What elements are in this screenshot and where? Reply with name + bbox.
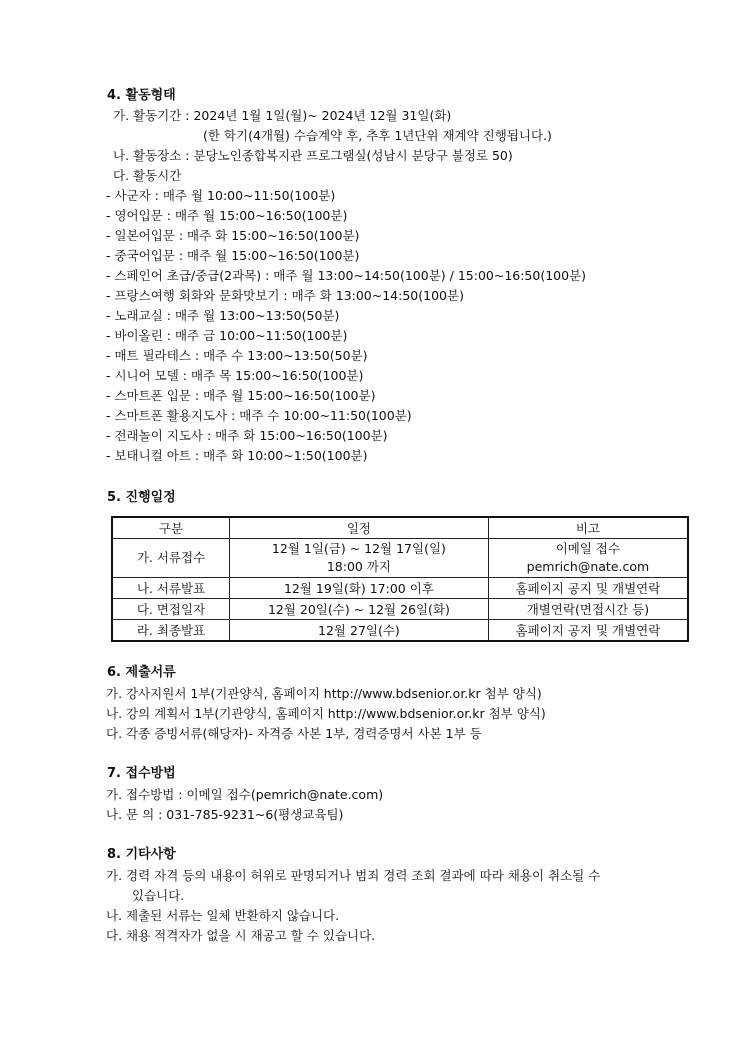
schedule-item: - 스마트폰 입문 : 매주 월 15:00~16:50(100분) [106, 388, 376, 403]
row-category: 다. 면접일자 [112, 599, 230, 620]
schedule-item: - 스페인어 초급/중급(2과목) : 매주 월 13:00~14:50(100분) / 15:00~16:50(100분) [106, 268, 587, 283]
row-date: 12월 27일(수) [230, 620, 489, 642]
row-note: 개별연락(면접시간 등) [488, 599, 688, 620]
row-date [230, 539, 489, 578]
section5-heading: 5. 진행일정 [107, 490, 176, 505]
table-row [112, 620, 688, 642]
schedule-item: - 사군자 : 매주 월 10:00~11:50(100분) [106, 188, 336, 203]
row-date: 12월 19일(화) 17:00 이후 [230, 578, 489, 599]
schedule-item: - 일본어입문 : 매주 화 15:00~16:50(100분) [106, 228, 360, 243]
section7-heading: 7. 접수방법 [107, 766, 176, 781]
schedule-item: - 바이올린 : 매주 금 10:00~11:50(100분) [106, 328, 348, 343]
progress-schedule-table [111, 516, 689, 642]
column-header: 비고 [488, 517, 688, 539]
document-item: 가. 강사지원서 1부(기관양식, 홈페이지 http://www.bdsenior.or.kr 첨부 양식) [106, 686, 542, 701]
activity-time-heading: 다. 활동시간 [113, 168, 182, 183]
application-item: 나. 문 의 : 031-785-9231~6(평생교육팀) [106, 807, 344, 822]
table-header-row [112, 517, 688, 539]
activity-period-note: (한 학기(4개월) 수습계약 후, 추후 1년단위 재계약 진행됩니다.) [203, 128, 552, 143]
row-note [488, 539, 688, 578]
table-row [112, 578, 688, 599]
row-note-line: pemrich@nate.com [526, 559, 650, 574]
schedule-item: - 중국어입문 : 매주 월 15:00~16:50(100분) [106, 248, 360, 263]
row-category: 나. 서류발표 [112, 578, 230, 599]
column-header: 구분 [112, 517, 230, 539]
row-note: 홈페이지 공지 및 개별연락 [488, 620, 688, 642]
schedule-item: - 매트 필라테스 : 매주 수 13:00~13:50(50분) [106, 348, 368, 363]
schedule-item: - 프랑스여행 회화와 문화맛보기 : 매주 화 13:00~14:50(100분) [106, 288, 464, 303]
application-item: 가. 접수방법 : 이메일 접수(pemrich@nate.com) [106, 787, 384, 802]
row-note-line: 이메일 접수 [555, 541, 621, 556]
row-category: 가. 서류접수 [112, 539, 230, 578]
row-note: 홈페이지 공지 및 개별연락 [488, 578, 688, 599]
schedule-item: - 노래교실 : 매주 월 13:00~13:50(50분) [106, 308, 340, 323]
activity-place: 나. 활동장소 : 분당노인종합복지관 프로그램실(성남시 분당구 불정로 50) [113, 148, 513, 163]
schedule-item: - 보태니컬 아트 : 매주 화 10:00~1:50(100분) [106, 448, 368, 463]
column-header: 일정 [230, 517, 489, 539]
row-date-line: 18:00 까지 [326, 559, 391, 574]
row-date-line: 12월 1일(금) ~ 12월 17일(일) [271, 541, 446, 556]
misc-item-continuation: 있습니다. [132, 888, 185, 903]
section8-heading: 8. 기타사항 [107, 847, 176, 862]
misc-item: 나. 제출된 서류는 일체 반환하지 않습니다. [106, 908, 340, 923]
schedule-item: - 시니어 모델 : 매주 목 15:00~16:50(100분) [106, 368, 364, 383]
section6-heading: 6. 제출서류 [107, 665, 176, 680]
activity-period: 가. 활동기간 : 2024년 1월 1일(월)~ 2024년 12월 31일(화) [113, 108, 452, 123]
misc-item: 가. 경력 자격 등의 내용이 허위로 판명되거나 범죄 경력 조회 결과에 따라 채용이 취소될 수 [106, 868, 601, 883]
section4-heading: 4. 활동형태 [107, 88, 176, 103]
table-row [112, 539, 688, 578]
schedule-item: - 영어입문 : 매주 월 15:00~16:50(100분) [106, 208, 348, 223]
misc-item: 다. 채용 적격자가 없을 시 재공고 할 수 있습니다. [106, 928, 376, 943]
row-category: 라. 최종발표 [112, 620, 230, 642]
table-row [112, 599, 688, 620]
schedule-item: - 스마트폰 활용지도사 : 매주 수 10:00~11:50(100분) [106, 408, 412, 423]
document-item: 다. 각종 증빙서류(해당자)- 자격증 사본 1부, 경력증명서 사본 1부 등 [106, 726, 482, 741]
document-item: 나. 강의 계획서 1부(기관양식, 홈페이지 http://www.bdsenior.or.kr 첨부 양식) [106, 706, 546, 721]
schedule-item: - 전래놀이 지도사 : 매주 화 15:00~16:50(100분) [106, 428, 388, 443]
row-date: 12월 20일(수) ~ 12월 26일(화) [230, 599, 489, 620]
